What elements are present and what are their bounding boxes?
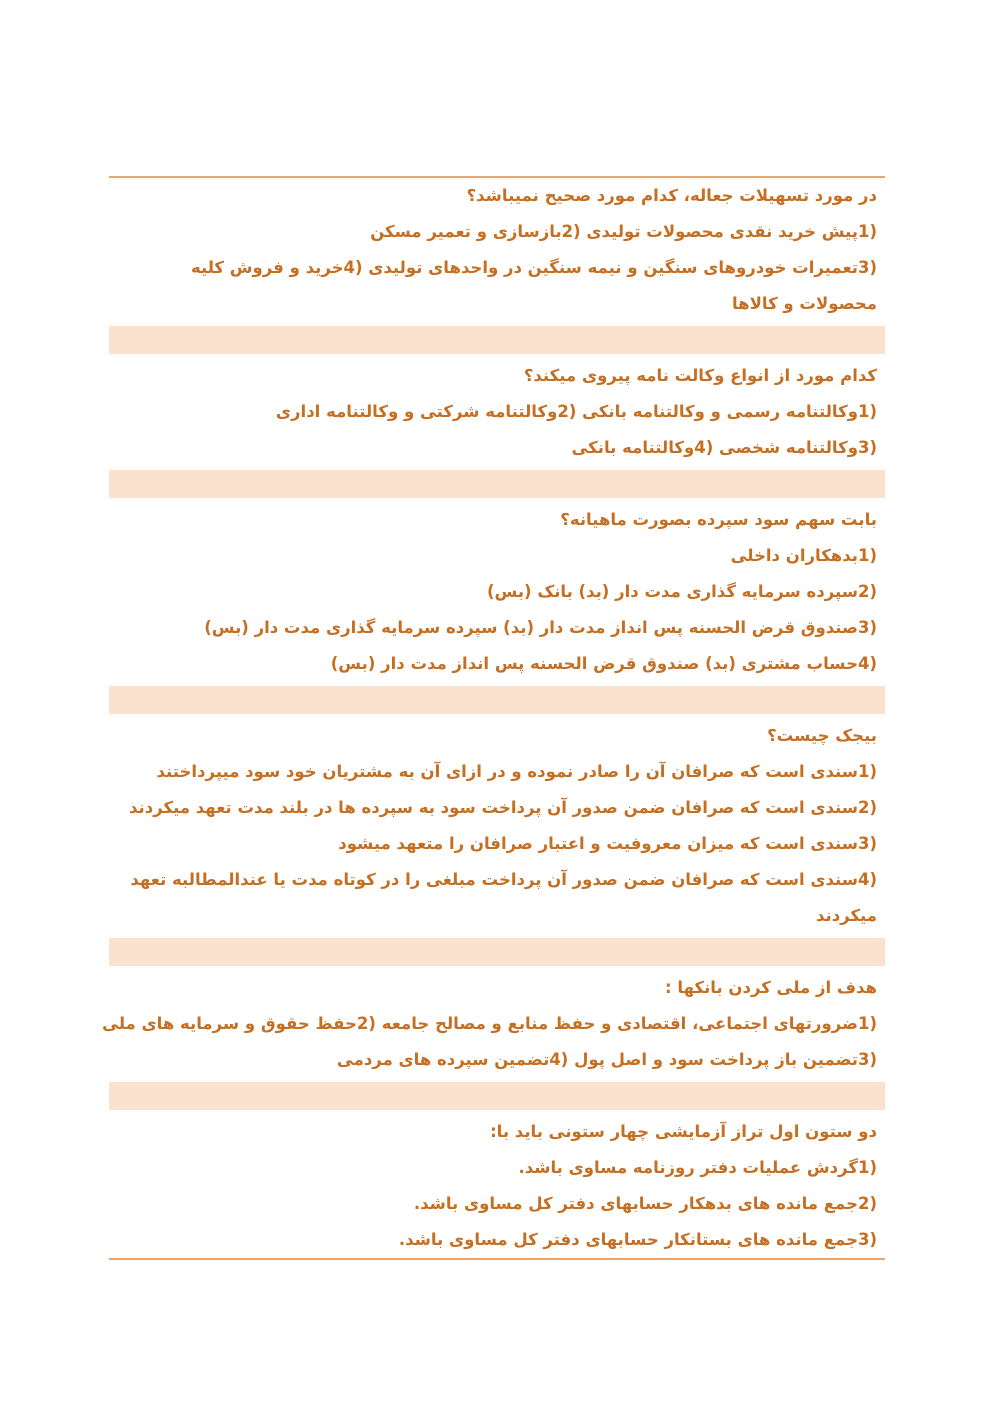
option-line-continued: محصولات و کالاها bbox=[731, 294, 877, 313]
question-block-5 bbox=[102, 970, 885, 1078]
option-line: (3تعمیرات خودروهای سنگین و نیمه سنگین در واحدهای تولیدی (4خرید و فروش کلیه bbox=[190, 258, 877, 277]
quiz-sheet bbox=[102, 176, 885, 1260]
option-line: (1گردش عملیات دفتر روزنامه مساوی باشد. bbox=[518, 1158, 877, 1177]
question-block-1 bbox=[109, 178, 885, 322]
question-text: بابت سهم سود سپرده بصورت ماهیانه؟ bbox=[560, 510, 877, 529]
option-line: (1سندی است که صرافان آن را صادر نموده و در ازای آن به مشتریان خود سود میپرداختند bbox=[156, 762, 877, 781]
separator-band bbox=[109, 686, 885, 714]
option-line: (3سندی است که میزان معروفیت و اعتبار صرافان را متعهد میشود bbox=[338, 834, 877, 853]
option-line: (2سپرده سرمایه گذاری مدت دار (بد) بانک (بس) bbox=[486, 582, 877, 601]
question-text: هدف از ملی کردن بانکها : bbox=[665, 978, 877, 997]
option-line: (1وکالتنامه رسمی و وکالتنامه بانکی (2وکالتنامه شرکتی و وکالتنامه اداری bbox=[275, 402, 877, 421]
option-line: (3صندوق قرض الحسنه پس انداز مدت دار (بد) سپرده سرمایه گذاری مدت دار (بس) bbox=[204, 618, 877, 637]
question-block-6 bbox=[109, 1114, 885, 1258]
option-line: (1بدهکاران داخلی bbox=[730, 546, 877, 565]
separator-band bbox=[109, 938, 885, 966]
option-line: (1ضرورتهای اجتماعی، اقتصادی و حفظ منابع و مصالح جامعه (2حفظ حقوق و سرمایه های ملی bbox=[102, 1014, 877, 1033]
separator-band bbox=[109, 326, 885, 354]
question-text: در مورد تسهیلات جعاله، کدام مورد صحیح نمیباشد؟ bbox=[466, 186, 877, 205]
option-line: (4سندی است که صرافان ضمن صدور آن پرداخت مبلغی را در کوتاه مدت یا عندالمطالبه تعهد bbox=[130, 870, 877, 889]
option-line: (2سندی است که صرافان ضمن صدور آن پرداخت سود به سپرده ها در بلند مدت تعهد میکردند bbox=[129, 798, 877, 817]
option-line: (3وکالتنامه شخصی (4وکالتنامه بانکی bbox=[571, 438, 877, 457]
question-block-2 bbox=[109, 358, 885, 466]
option-line: (3تضمین باز پرداخت سود و اصل پول (4تضمین سپرده های مردمی bbox=[336, 1050, 877, 1069]
option-line: (4حساب مشتری (بد) صندوق قرض الحسنه پس انداز مدت دار (بس) bbox=[330, 654, 877, 673]
option-line-continued: میکردند bbox=[815, 906, 877, 925]
option-line: (1پیش خرید نقدی محصولات تولیدی (2بازسازی و تعمیر مسکن bbox=[370, 222, 877, 241]
question-text: کدام مورد از انواع وکالت نامه پیروی میکند؟ bbox=[523, 366, 877, 385]
question-text: دو ستون اول تراز آزمایشی چهار ستونی باید با: bbox=[490, 1122, 877, 1141]
question-block-3 bbox=[109, 502, 885, 682]
question-block-4 bbox=[109, 718, 885, 934]
separator-band bbox=[109, 1082, 885, 1110]
option-line: (2جمع مانده های بدهکار حسابهای دفتر کل مساوی باشد. bbox=[413, 1194, 877, 1213]
question-text: بیجک چیست؟ bbox=[767, 726, 877, 745]
option-line: (3جمع مانده های بستانکار حسابهای دفتر کل مساوی باشد. bbox=[398, 1230, 877, 1249]
separator-band bbox=[109, 470, 885, 498]
